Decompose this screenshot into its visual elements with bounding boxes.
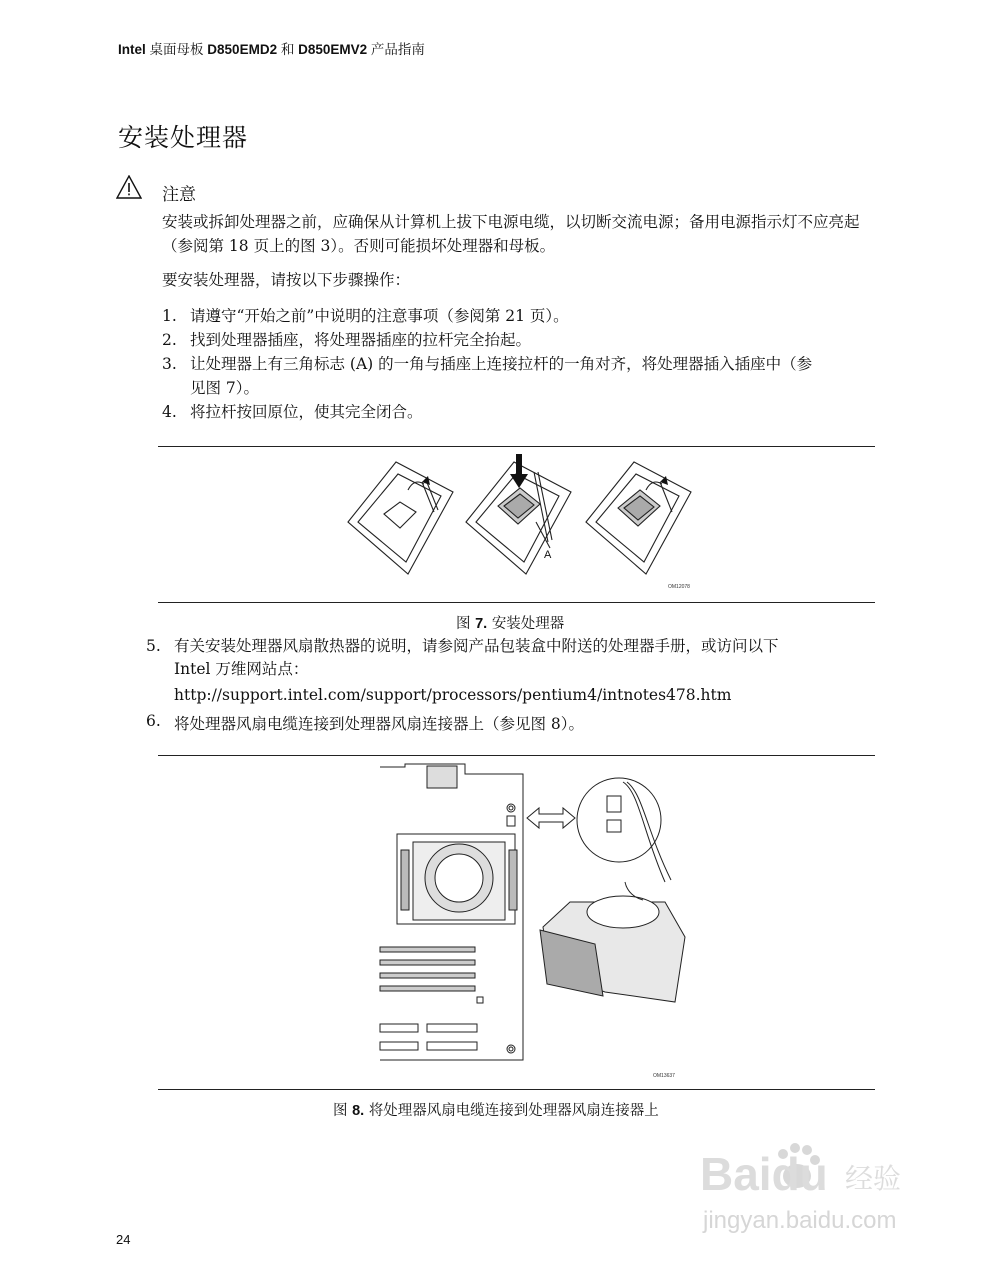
caution-label: 注意 — [162, 185, 196, 205]
figure-7-illustration — [338, 452, 698, 594]
step-text: 让处理器上有三角标志 (A) 的一角与插座上连接拉杆的一角对齐，将处理器插入插座中（参见图 7）。 — [190, 355, 813, 397]
figure-8-illustration — [375, 762, 695, 1082]
caution-text: 安装或拆卸处理器之前，应确保从计算机上拔下电源电缆，以切断交流电源；备用电源指示灯不应亮起（参阅第 18 页上的图 3）。否则可能损坏处理器和母板。 — [162, 213, 860, 255]
steps-list-continued — [146, 635, 846, 681]
list-item — [162, 400, 822, 424]
figure-top-rule — [158, 446, 875, 447]
support-url: http://support.intel.com/support/processors/pentium4/intnotes478.htm — [174, 686, 732, 704]
step-number: 2. — [162, 331, 177, 349]
watermark-sub: 经验 — [845, 1162, 902, 1195]
figure-7-label-a: A — [544, 549, 552, 561]
figure-8-code: OM13637 — [653, 1073, 675, 1079]
step-text: 将处理器风扇电缆连接到处理器风扇连接器上（参见图 8）。 — [174, 715, 585, 733]
header-model2: D850EMV2 — [298, 42, 368, 57]
caption-text: 将处理器风扇电缆连接到处理器风扇连接器上 — [368, 1103, 659, 1119]
step-number: 4. — [162, 403, 177, 421]
step-text: 有关安装处理器风扇散热器的说明，请参阅产品包装盒中附送的处理器手册，或访问以下 Intel 万维网站点： — [174, 637, 779, 678]
step-number: 3. — [162, 355, 177, 373]
caption-prefix: 图 — [456, 616, 471, 632]
figure-bottom-rule — [158, 1089, 875, 1090]
caption-prefix: 图 — [333, 1103, 348, 1119]
step-number: 5. — [146, 637, 161, 655]
step-number: 6. — [146, 712, 161, 730]
figure-top-rule — [158, 755, 875, 756]
watermark-domain: jingyan.baidu.com — [703, 1207, 897, 1234]
step-text: 找到处理器插座，将处理器插座的拉杆完全抬起。 — [190, 331, 532, 349]
figure-7-caption — [456, 612, 564, 633]
list-item — [162, 352, 822, 400]
figure-7-code: OM12078 — [668, 584, 690, 590]
caption-text: 安装处理器 — [491, 616, 565, 632]
header-model1: D850EMD2 — [207, 42, 278, 57]
page-title: 安装处理器 — [118, 123, 249, 152]
header-text2: 和 — [280, 42, 295, 57]
list-item — [162, 304, 822, 328]
header-text1: 桌面母板 — [149, 42, 204, 57]
caption-number: 8. — [352, 1103, 365, 1119]
steps-list — [162, 304, 822, 424]
list-item — [146, 635, 846, 681]
watermark-brand: Baidu — [700, 1148, 828, 1200]
caption-number: 7. — [475, 616, 488, 632]
page-number: 24 — [116, 1232, 131, 1247]
step-text: 请遵守“开始之前”中说明的注意事项（参阅第 21 页）。 — [190, 307, 569, 325]
step-number: 1. — [162, 307, 177, 325]
figure-bottom-rule — [158, 602, 875, 603]
figure-8-caption — [333, 1099, 659, 1120]
header-text3: 产品指南 — [370, 42, 425, 57]
list-item — [146, 712, 584, 734]
intro-text: 要安装处理器，请按以下步骤操作： — [162, 271, 411, 289]
header-brand: Intel — [118, 42, 146, 57]
baidu-jingyan-watermark — [695, 1128, 925, 1238]
warning-triangle-icon — [116, 175, 142, 199]
page-header — [118, 38, 425, 58]
step-text: 将拉杆按回原位，使其完全闭合。 — [190, 403, 423, 421]
list-item — [162, 328, 822, 352]
